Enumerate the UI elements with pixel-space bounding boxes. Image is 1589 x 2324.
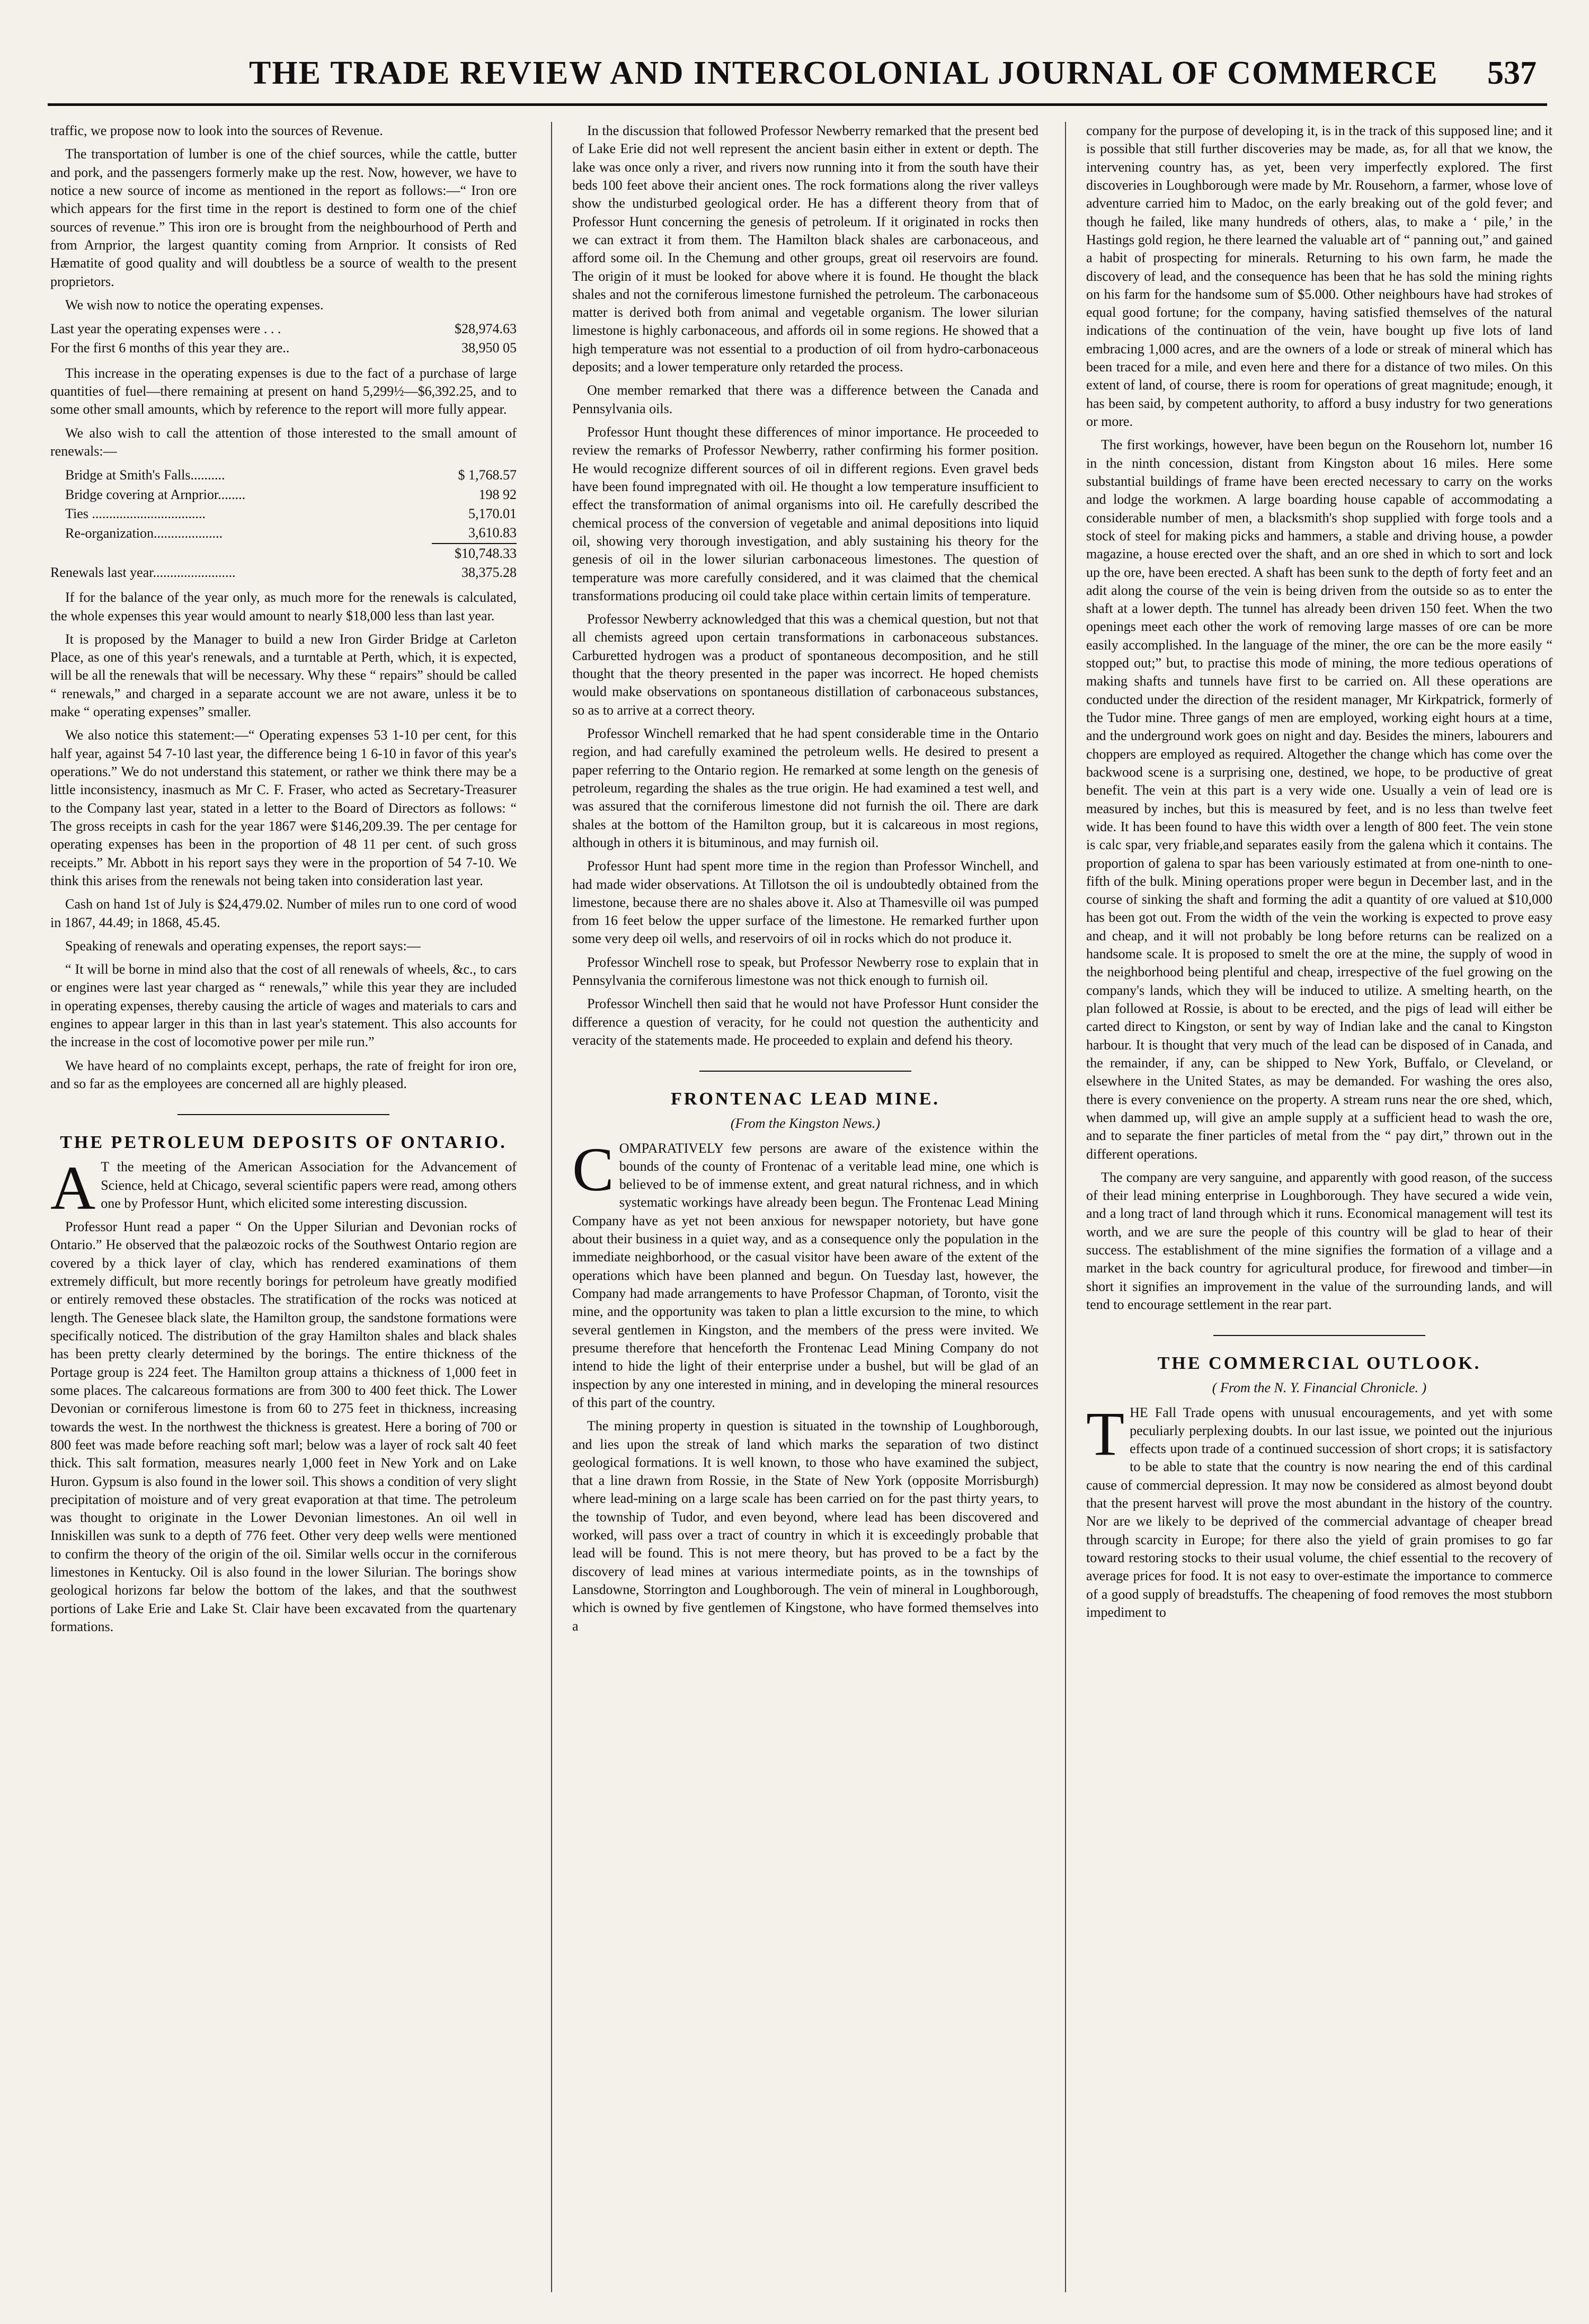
paragraph: Professor Hunt thought these differences of minor importance. He proceeded to review the remarks of Professor Newberry, rather confirming his former position. He would recognize different sources of oil in different regions. Even gravel beds have been found impregnated with oil. He thought a low temperature insufficient to effect the transformation of animal organisms into oil. He carefully described the chemical process of the conversion of vegetable and animal depositions into liquid oil, showing very thorough investigation, and ably sustaining his theory for the genesis of oil in the lower silurian carbonaceous limestones. The question of temperature was more carefully considered, and it was claimed that the chemical transformations producing oil could take place within certain limits of temperature. — [572, 424, 1038, 603]
paragraph: We wish now to notice the operating expenses. — [65, 297, 324, 313]
section-rule — [699, 1071, 911, 1072]
paragraph: The mining property in question is situated in the township of Loughborough, and lies upon the streak of land which marks the separation of two distinct geological formations. It is well known, to those who have examined the subject, that a line drawn from Rossie, in the State of New York (opposite Morrisburgh) where lead-mining on a large scale has been carried on for the past thirty years, to the township of Tudor, and even beyond, where lead has been discovered and worked, will pass over a tract of country in which it is exceedingly probable that lead will be found. This is not mere theory, but has proved to be a fact by the discovery of lead mines at various intermediate points, as in the townships of Lansdowne, Storrington and Loughborough. The vein of mineral in Loughborough, which is owned by five gentlemen of Kingstone, who have formed themselves into a — [572, 1418, 1038, 1634]
row-label: For the first 6 months of this year they are.. — [50, 340, 290, 356]
paragraph: This increase in the operating expenses is due to the fact of a purchase of large quantities of fuel—there remaining at present on hand 5,299½—$6,392.25, and to some other small amounts, which by reference to the report will more fully appear. — [50, 365, 517, 417]
paragraph-text: T the meeting of the American Association for the Advancement of Science, held at Chicago, several scientific papers were read, among others one by Professor Hunt, which elicited some interesting discussion. — [101, 1159, 517, 1211]
paragraph: Professor Hunt read a paper “ On the Upper Silurian and Devonian rocks of Ontario.” He observed that the palæozoic rocks of the Southwest Ontario region are covered by a thick layer of clay, which has rendered examinations of them extremely difficult, but more recently borings for petroleum have greatly modified or entirely removed these obstacles. The stratification of the rocks was noticed at length. The Genesee black slate, the Hamilton group, the sandstone formations were specifically noticed. The distribution of the gray Hamilton shales and black shales has been pretty clearly determined by the borings. The entire thickness of the Portage group is 224 feet. The Hamilton group attains a thickness of 1,000 feet in some places. The calcareous formations are from 300 to 400 feet thick. The Lower Devonian or corniferous limestone is from 60 to 275 feet in thickness, increasing towards the west. In the northwest the thickness is greatest. Here a boring of 700 or 800 feet was made before reaching soft marl; below was a layer of rock salt 40 feet thick. This salt formation, measures nearly 1,000 feet in New York and on Lake Huron. Gypsum is also found in the lower soil. This shows a condition of very slight precipitation of moisture and of very great evaporation at that time. The petroleum was thought to originate in the Lower Devonian limestones. An oil well in Inniskillen was sunk to a depth of 776 feet. Other very deep wells were mentioned to confirm the theory of the origin of the oil. Similar wells occur in the corniferous limestones in Kentucky. Oil is also found in the lower Silurian. The borings show geological horizons far below the bottom of the lakes, and that the southwest portions of Lake Erie and Lake St. Clair have been excavated from the quartenary formations. — [50, 1219, 517, 1634]
paragraph: Professor Winchell rose to speak, but Professor Newberry rose to explain that in Pennsylvania the corniferous limestone was not thick enough to furnish oil. — [572, 954, 1038, 989]
column-rule — [551, 122, 552, 2292]
drop-cap: C — [572, 1134, 614, 1204]
paragraph: If for the balance of the year only, as much more for the renewals is calculated, the whole expenses this year would amount to nearly $18,000 less than last year. — [50, 590, 517, 624]
table-row — [50, 339, 517, 358]
paragraph — [50, 1153, 517, 1223]
paragraph: We also notice this statement:—“ Operating expenses 53 1-10 per cent, for this half year, against 54 7-10 last year, the difference being 1 6-10 in favor of this year's operations.” We do not understand this statement, or rather we think there may be a little inconsistency, inasmuch as Mr C. F. Fraser, who acted as Secretary-Treasurer to the Company last year, stated in a letter to the Board of Directors as follows: “ The gross receipts in cash for the year 1867 were $146,209.39. The per centage for operating expenses has been in the proportion of 48 11 per cent. of such gross receipts.” Mr. Abbott in his report says they were in the proportion of 54 7-10. We think this arises from the renewals not being taken into consideration last year. — [50, 727, 517, 888]
row-value: $28,974.63 — [455, 321, 517, 337]
paragraph: Professor Hunt had spent more time in the region than Professor Winchell, and had made wider observations. At Tillotson the oil is undoubtedly obtained from the limestone, because there are no shales above it. Also at Thamesville oil was pumped from 16 feet below the upper surface of the limestone. He remarked further upon some very deep oil wells, and reservoirs of oil in rocks which do not produce it. — [572, 858, 1038, 947]
table-row — [50, 466, 517, 485]
article-heading: THE PETROLEUM DEPOSITS OF ONTARIO. — [60, 1133, 507, 1153]
paragraph: We have heard of no complaints except, perhaps, the rate of freight for iron ore, and so far as the employees are concerned all are highly pleased. — [50, 1057, 517, 1091]
article-heading: THE COMMERCIAL OUTLOOK. — [1157, 1354, 1481, 1374]
row-value: 38,950 05 — [461, 340, 517, 356]
table-row — [50, 523, 517, 543]
row-label: Renewals last year........................ — [50, 564, 236, 580]
paragraph-text: OMPARATIVELY few persons are aware of the existence within the bounds of the county of Frontenac of a veritable lead mine, one which is believed to be of immense extent, and great natural richness, and in which systematic workings have already been begun. The Frontenac Lead Mining Company have as yet not been anxious for newspaper notoriety, but have gone about their business in a quiet way, and as a consequence only the population in the immediate neighborhood, or the casual visitor have been aware of the extent of the operations which have been planned and begun. On Tuesday last, however, the Company had made arrangements to have Professor Chapman, of Toronto, visit the mine, and the opportunity was taken to plan a little excursion to the mine, to which several gentlemen in Kingston, and the members of the press were invited. We presume therefore that henceforth the Frontenac Lead Mining Company do not intend to hide the light of their enterprise under a bushel, but will be glad of an inspection by any one interested in mining, and in developing the mineral resources of this part of the country. — [572, 1140, 1038, 1410]
paragraph-text: HE Fall Trade opens with unusual encouragements, and yet with some peculiarly perplexing doubts. In our last issue, we pointed out the injurious effects upon trade of a continued succession of short crops; it is satisfactory to be able to state that the country is now nearing the end of this cardinal cause of commercial depression. It may now be considered as almost beyond doubt that the present harvest will prove the most abundant in the history of the country. Nor are we likely to be deprived of the commercial advantage of cheaper bread through scarcity in Europe; for there also the yield of grain promises to go far toward restoring stocks to their usual volume, the chief essential to the recovery of average prices for food. It is not easy to over-estimate the importance to commerce of a good supply of breadstuffs. The cheapening of food removes the most stubborn impediment to — [1086, 1404, 1552, 1620]
paragraph: It is proposed by the Manager to build a new Iron Girder Bridge at Carleton Place, as one of this year's renewals, and a turntable at Perth, which, it is expected, will be all the renewals that will be necessary. Why these “ repairs” should be called “ renewals,” and charged in a separate account we are not aware, unless it be to make “ operating expenses” smaller. — [50, 631, 517, 720]
renewals-table — [50, 466, 517, 582]
paragraph: The company are very sanguine, and apparently with good reason, of the success of their lead mining enterprise in Loughborough. They have secured a wide vein, and a long tract of land through which it runs. Economical management will test its worth, and we are sure the people of this country will be glad to hear of their success. The establishment of the mine signifies the formation of a village and a market in the back country for agricultural produce, for firewood and timber—in short it signifies an improvement in the value of the surrounding lands, and will tend to encourage settlement in the rear part. — [1086, 1169, 1552, 1312]
paragraph: Professor Winchell remarked that he had spent considerable time in the Ontario region, and had carefully examined the petroleum wells. He desired to present a paper referring to the Ontario region. He remarked at some length on the genesis of petroleum, regarding the shales as the true origin. He had examined a test well, and was assured that the corniferous limestone did not furnish the oil. There are dark shales at the bottom of the Hamilton group, but it is calcareous in most regions, although in others it is bituminous, and may furnish oil. — [572, 726, 1038, 850]
paragraph: Professor Newberry acknowledged that this was a chemical question, but not that all chemists agreed upon certain transformations in carbonaceous substances. Carburetted hydrogen was a product of spontaneous decomposition, and he still thought that the theory presented in the paper was incorrect. He hoped chemists would make observations on spontaneous distillation of carbonaceous substances, so as to arrive at a correct theory. — [572, 611, 1038, 718]
quotation: “ It will be borne in mind also that the cost of all renewals of wheels, &c., to cars or engines were last year charged as “ renewals,” while this year they are included in operating expenses, thereby causing the article of wages and materials to cars and engines to appear larger in this than in last year's statement. This also accounts for the increase in the cost of locomotive power per mile run.” — [50, 961, 517, 1050]
journal-title: THE TRADE REVIEW AND INTERCOLONIAL JOURNAL OF COMMERCE — [249, 55, 1439, 91]
table-row — [50, 485, 517, 504]
paragraph: The transportation of lumber is one of the chief sources, while the cattle, butter and pork, and the passengers formerly make up the rest. Now, however, we have to notice a new source of income as mentioned in the report as follows:—“ Iron ore which appears for the first time in the report is destined to form one of the chief sources of revenue.” This iron ore is brought from the neighbourhood of Perth and from Arnprior, the largest quantity coming from Arnprior. It consists of Red Hæmatite of good quality and will doubtless be a source of wealth to the present proprietors. — [50, 146, 517, 289]
row-label: Re-organization.................... — [65, 525, 223, 541]
drop-cap: A — [50, 1153, 96, 1223]
row-value: 3,610.83 — [468, 525, 517, 541]
article-heading: FRONTENAC LEAD MINE. — [671, 1089, 940, 1109]
section-rule — [177, 1114, 389, 1115]
article-source: (From the Kingston News.) — [730, 1116, 881, 1132]
page-number: 537 — [1487, 55, 1537, 91]
row-value: 198 92 — [478, 486, 517, 502]
paragraph: Professor Winchell then said that he would not have Professor Hunt consider the difference a question of veracity, for he could not question the authenticity and veracity of the statements made. He proceeded to explain and defend his theory. — [572, 996, 1038, 1048]
paragraph: One member remarked that there was a difference between the Canada and Pennsylvania oils. — [572, 382, 1038, 416]
paragraph: We also wish to call the attention of those interested to the small amount of renewals:— — [50, 425, 517, 459]
paragraph: Cash on hand 1st of July is $24,479.02. Number of miles run to one cord of wood in 1867, 44.49; in 1868, 45.45. — [50, 896, 517, 930]
expenses-table — [50, 319, 517, 358]
row-label — [50, 544, 432, 563]
row-label: Last year the operating expenses were . . . — [50, 321, 281, 337]
row-label: Bridge covering at Arnprior........ — [65, 486, 246, 502]
row-label: Ties ................................. — [65, 505, 206, 521]
row-value: 38,375.28 — [461, 564, 517, 580]
paragraph — [572, 1134, 1038, 1412]
column-3 — [1086, 122, 1552, 2292]
paragraph: Speaking of renewals and operating expenses, the report says:— — [65, 938, 421, 954]
row-value: $ 1,768.57 — [458, 467, 517, 483]
renewals-total: $10,748.33 — [432, 544, 517, 563]
column-1 — [50, 122, 517, 2292]
column-rule — [1065, 122, 1066, 2292]
paragraph — [1086, 1399, 1552, 1622]
section-rule — [1213, 1335, 1425, 1336]
row-value: 5,170.01 — [468, 505, 517, 521]
paragraph: In the discussion that followed Professor Newberry remarked that the present bed of Lake Erie did not well represent the ancient basin either in extent or depth. The lake was once only a river, and rivers now running into it from the south have their beds 100 feet above their ancient ones. The rock formations along the river valleys show the undisturbed geological order. He has a different theory from that of Professor Hunt concerning the genesis of petroleum. If it originated in rocks then we can extract it from them. The Hamilton black shales are carbonaceous, and afford some oil. In the Chemung and other groups, great oil reservoirs are found. The origin of it must be looked for above where it is found. He thought the black shales and not the corniferous limestone furnished the petroleum. The carbonaceous matter is derived both from animal and vegetable organism. The lower silurian limestone is highly carbonaceous, and affords oil in some regions. He showed that a high temperature was not essential to a production of oil from hydro-carbonaceous deposits; and a lower temperature only retarded the process. — [572, 123, 1038, 375]
table-row — [50, 319, 517, 339]
masthead — [48, 45, 1547, 106]
table-row — [50, 563, 517, 582]
paragraph: The first workings, however, have been begun on the Rousehorn lot, number 16 in the ninth concession, distant from Kingston about 16 miles. Here some substantial buildings of frame have been erected necessary to carry on the works and lodge the workmen. A large boarding house capable of accommodating a considerable number of men, a blacksmith's shop supplied with forge tools and a stock of steel for making picks and hammers, a stable and driving house, a powder magazine, a house erected over the shaft, and an ore shed in which to sort and lock up the ore, have been erected. A shaft has been sunk to the depth of forty feet and an adit along the course of the vein is being driven from the outside so as to enter the shaft at a lower depth. The tunnel has already been driven 150 feet. When the two openings meet each other the work of removing large masses of ore can be more easily accomplished. In the language of the miner, the ore can be the more easily “ stopped out;” but, to practise this mode of mining, the more tedious operations of making shafts and tunnels have first to be carried on. All these operations are conducted under the direction of the resident manager, Mr Kirkpatrick, formerly of the Tudor mine. Three gangs of men are employed, working eight hours at a time, and the underground work goes on night and day. Besides the miners, labourers and choppers are employed as required. Altogether the change which has come over the backwood scene is a surprising one, destined, we hope, to be productive of great benefit. The vein at this part is a very wide one. Usually a vein of lead ore is measured by inches, but this is measured by feet, and is no less than twelve feet wide. It has been found to have this width over a length of 800 feet. The vein stone is calc spar, very friable,and separates easily from the galena which it contains. The proportion of galena to spar has been variously estimated at from one-ninth to one-fifth of the bulk. Mining operations proper were begun in December last, and in the course of sinking the shaft and forming the adit a quantity of ore valued at $10,000 has been got out. From the width of the vein the working is expected to prove easy and cheap, and it will not probably be long before returns can be realized on a handsome scale. It is proposed to smelt the ore at the mine, the supply of wood in the neighborhood being plentiful and cheap, irrespective of the fuel growing on the company's lands, which they will be induced to utilize. A smelting hearth, on the plan followed at Rossie, is about to be erected, and the pigs of lead will either be carted direct to Kingston, or sent by way of Indian lake and the canal to Kingston harbour. It is thought that very much of the lead can be disposed of in Canada, and the remainder, if any, can be shipped to New York, Buffalo, or Cleveland, or elsewhere in the United States, as may be demanded. For washing the ores also, there is every convenience on the property. A stream runs near the ore shed, which, when dammed up, will give an ample supply at a sufficient head to wash the ore, and to separate the finer particles of metal from the “ pay dirt,” thrown out in the different operations. — [1086, 437, 1552, 1162]
paragraph: traffic, we propose now to look into the sources of Revenue. — [50, 123, 383, 138]
table-row — [50, 504, 517, 523]
paragraph: company for the purpose of developing it, is in the track of this supposed line; and it is possible that still further discoveries may be made, as, for all that we know, the intervening country has, as yet, been very imperfectly explored. The first discoveries in Loughborough were made by Mr. Rousehorn, a farmer, whose love of adventure carried him to Madoc, on the early breaking out of the gold fever; and though he failed, like many hundreds of others, alas, to make a ‘ pile,’ in the Hastings gold region, he there learned the valuable art of “ panning out,” and gained a habit of prospecting for minerals. Returning to his own farm, he made the discovery of lead, and the consequence has been that he has sold the mining rights on his farm for the handsome sum of $5.000. Other neighbours have had strokes of equal good fortune; for the company, having satisfied themselves of the natural indications of the continuation of the vein, have bought up five lots of land embracing 1,000 acres, and are the owners of a lode or streak of mineral which has been traced for a mile, and even here and there for a distance of two miles. On this extent of land, of course, there is room for operations of great magnitude; enough, it has been said, by competent authority, to afford a busy industry for two generations or more. — [1086, 123, 1552, 429]
table-row — [50, 544, 517, 563]
article-source: ( From the N. Y. Financial Chronicle. ) — [1212, 1380, 1427, 1396]
column-2 — [572, 122, 1038, 2292]
drop-cap: T — [1086, 1399, 1125, 1468]
row-label: Bridge at Smith's Falls.......... — [65, 467, 225, 483]
